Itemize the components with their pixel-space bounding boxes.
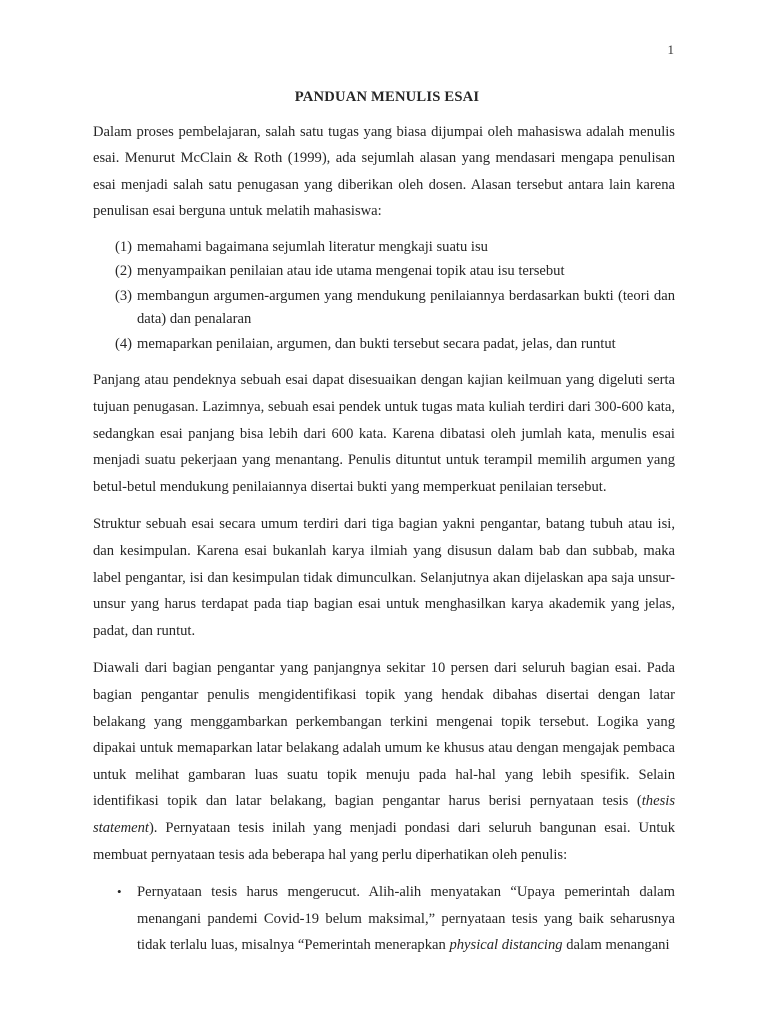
list-item-text: menyampaikan penilaian atau ide utama mengenai topik atau isu tersebut xyxy=(137,263,565,280)
list-item-number: (4) xyxy=(115,335,133,352)
paragraph-length: Panjang atau pendeknya sebuah esai dapat disesuaikan dengan kajian keilmuan yang digeluti serta tujuan penugasan. Lazimnya, sebuah esai pendek untuk tugas mata kuliah terdiri dari 300-600 kata, sedangkan esai panjang bisa lebih dari 600 kata. Karena dibatasi oleh jumlah kata, menulis esai menjadi suatu pekerjaan yang menantang. Penulis dituntut untuk terampil memilih argumen yang betul-betul mendukung penilaiannya disertai bukti yang memperkuat penilaian tersebut. xyxy=(93,372,675,495)
paragraph-structure: Struktur sebuah esai secara umum terdiri dari tiga bagian yakni pengantar, batang tubuh atau isi, dan kesimpulan. Karena esai bukanlah karya ilmiah yang disusun dalam bab dan subbab, maka label pengantar, isi dan kesimpulan tidak dimunculkan. Selanjutnya akan dijelaskan apa saja unsur-unsur yang harus terdapat pada tiap bagian esai untuk menghasilkan karya akademik yang jelas, padat, dan runtut. xyxy=(93,516,675,639)
list-item-text: memaparkan penilaian, argumen, dan bukti tersebut secara padat, jelas, dan runtut xyxy=(137,335,616,352)
list-item xyxy=(93,333,675,357)
bullet-list xyxy=(93,879,675,959)
list-item xyxy=(93,285,675,332)
numbered-list xyxy=(93,236,675,357)
list-item-number: (2) xyxy=(115,263,133,280)
list-item-number: (3) xyxy=(115,287,133,304)
document-title: PANDUAN MENULIS ESAI xyxy=(294,89,480,105)
list-item-text: memahami bagaimana sejumlah literatur mengkaji suatu isu xyxy=(137,238,488,255)
paragraph-text: Diawali dari bagian pengantar yang panjangnya sekitar 10 persen dari seluruh bagian esai. Pada bagian pengantar penulis mengidentifikasi topik yang hendak dibahas disertai dengan latar belakang yang menggambarkan perkembangan terkini mengenai topik tersebut. Logika yang dipakai untuk memaparkan latar belakang adalah umum ke khusus atau dengan mengajak pembaca untuk melihat gambaran luas suatu topik menuju pada hal-hal yang lebih spesifik. Selain identifikasi topik dan latar belakang, bagian pengantar harus berisi pernyataan tesis ( xyxy=(93,660,675,810)
bullet-item xyxy=(93,879,675,959)
bullet-icon: • xyxy=(117,884,122,900)
list-item xyxy=(93,260,675,284)
list-item-number: (1) xyxy=(115,238,133,255)
bullet-text: dalam menangani xyxy=(562,937,670,954)
paragraph-text: ). Pernyataan tesis inilah yang menjadi pondasi dari seluruh bangunan esai. Untuk membuat pernyataan tesis ada beberapa hal yang perlu diperhatikan oleh penulis: xyxy=(93,819,675,863)
list-item-text: membangun argumen-argumen yang mendukung penilaiannya berdasarkan bukti (teori dan data) dan penalaran xyxy=(137,287,675,328)
paragraph-intro: Dalam proses pembelajaran, salah satu tugas yang biasa dijumpai oleh mahasiswa adalah menulis esai. Menurut McClain & Roth (1999), ada sejumlah alasan yang mendasari mengapa penulisan esai menjadi salah satu penugasan yang diberikan oleh dosen. Alasan tersebut antara lain karena penulisan esai berguna untuk melatih mahasiswa: xyxy=(93,123,675,220)
page-number: 1 xyxy=(667,42,674,57)
paragraph-introduction-section xyxy=(93,655,675,868)
thesis-statement-term: thesis statement xyxy=(93,793,675,836)
list-item xyxy=(93,236,675,260)
physical-distancing-term: physical distancing xyxy=(449,937,563,954)
bullet-text: Pernyataan tesis harus mengerucut. Alih-alih menyatakan “Upaya pemerintah dalam menangani pandemi Covid-19 belum maksimal,” pernyataan tesis yang baik seharusnya tidak terlalu luas, misalnya “Pemerintah menerapkan xyxy=(137,884,675,954)
document-body xyxy=(93,84,675,959)
